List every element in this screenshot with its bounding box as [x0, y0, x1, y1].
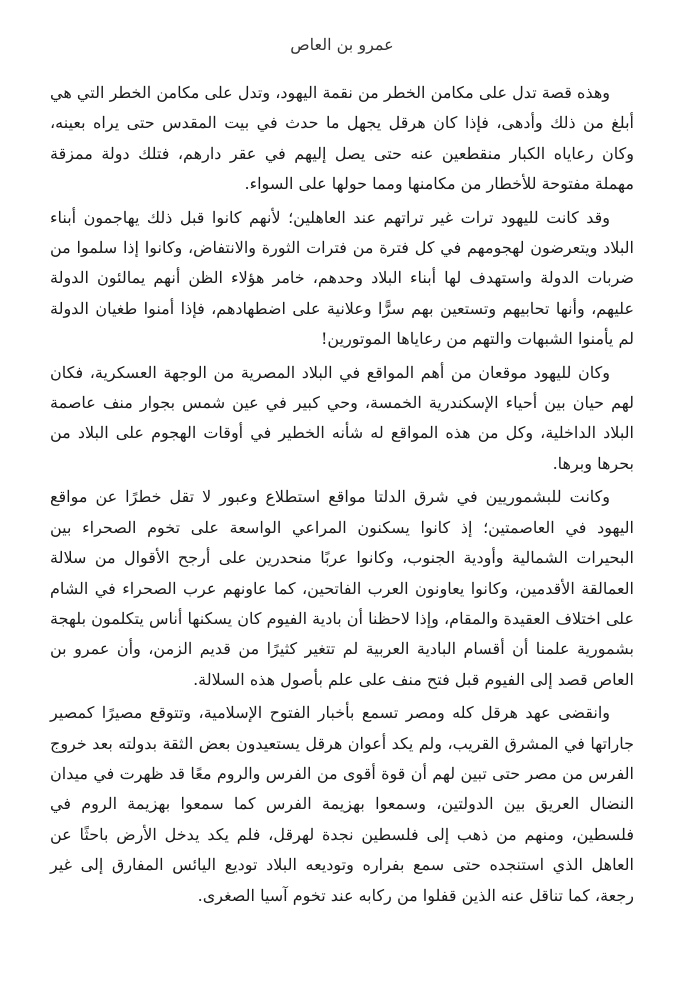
running-header: عمرو بن العاص: [290, 35, 394, 54]
paragraph-5: وانقضى عهد هرقل كله ومصر تسمع بأخبار الفتوح الإسلامية، وتتوقع مصيرًا كمصير جاراتها في المشرق القريب، ولم يكد أعوان هرقل يستعيدون بعض الثقة بدولته بعد خروج الفرس من مصر حتى تبين لهم أن قوة أقوى من الفرس والروم معًا قد ظهرت في ميدان النضال العريق بين الدولتين، وسمعوا بهزيمة الفرس كما سمعوا بهزيمة الروم في فلسطين، ومنهم من ذهب إلى فلسطين نجدة لهرقل، فلم يكد يدخل الأرض باحثًا عن العاهل الذي استنجده حتى سمع بفراره وتوديعه البلاد توديع اليائس المفارق إلى غير رجعة، كما تناقل عنه الذين قفلوا من ركابه عند تخوم آسيا الصغرى.: [50, 703, 634, 905]
paragraph-4: وكانت للبشموريين في شرق الدلتا مواقع استطلاع وعبور لا تقل خطرًا عن مواقع اليهود في العاصمتين؛ إذ كانوا يسكنون المراعي الواسعة على تخوم الصحراء بين البحيرات الشمالية وأودية الجنوب، وكانوا عربًا منحدرين على أرجح الأقوال من سلالة العمالقة الأقدمين، وكانوا يعاونون العرب الفاتحين، كما عاونهم عرب الصحراء في الشام على اختلاف العقيدة والمقام، وإذا لاحظنا أن بادية الفيوم كان يسكنها أناس يتكلمون بلهجة بشمورية علمنا أن أقسام البادية العربية لم تتغير كثيرًا من قديم الزمن، وأن عمرو بن العاص قصد إلى الفيوم قبل فتح منف على علم بأصول هذه السلالة.: [50, 487, 634, 689]
paragraph-3: وكان لليهود موقعان من أهم المواقع في البلاد المصرية من الوجهة العسكرية، فكان لهم حيان بين أحياء الإسكندرية الخمسة، وحي كبير في عين شمس بجوار منف عاصمة البلاد الداخلية، وكل من هذه المواقع له شأنه الخطير في أوقات الهجوم على البلاد من بحرها وبرها.: [50, 362, 634, 473]
body-text: [50, 78, 634, 911]
paragraph-2: وقد كانت لليهود ترات غير تراتهم عند العاهلين؛ لأنهم كانوا قبل ذلك يهاجمون أبناء البلاد ويتعرضون لهجومهم في كل فترة من فترات الثورة والانتفاض، وكانوا إذا سلموا من ضربات الدولة واستهدف لها أبناء البلاد وحدهم، خامر هؤلاء الظن أنهم يمالئون الدولة عليهم، وأنها تحابيهم وتستعين بهم سرًّا وعلانية على اضطهادهم، فإذا أمنوا طغيان الدولة لم يأمنوا الشبهات والتهم من رعاياها الموتورين!: [50, 207, 634, 349]
paragraph-1: وهذه قصة تدل على مكامن الخطر من نقمة اليهود، وتدل على مكامن الخطر التي هي أبلغ من ذلك وأدهى، فإذا كان هرقل يجهل ما حدث في بيت المقدس حتى يراه بعينه، وكان رعاياه الكبار منقطعين عنه حتى يصل إليهم في عقر دارهم، فتلك دولة ممزقة مهملة مفتوحة للأخطار من مكامنها ومما حولها على السواء.: [50, 83, 634, 194]
